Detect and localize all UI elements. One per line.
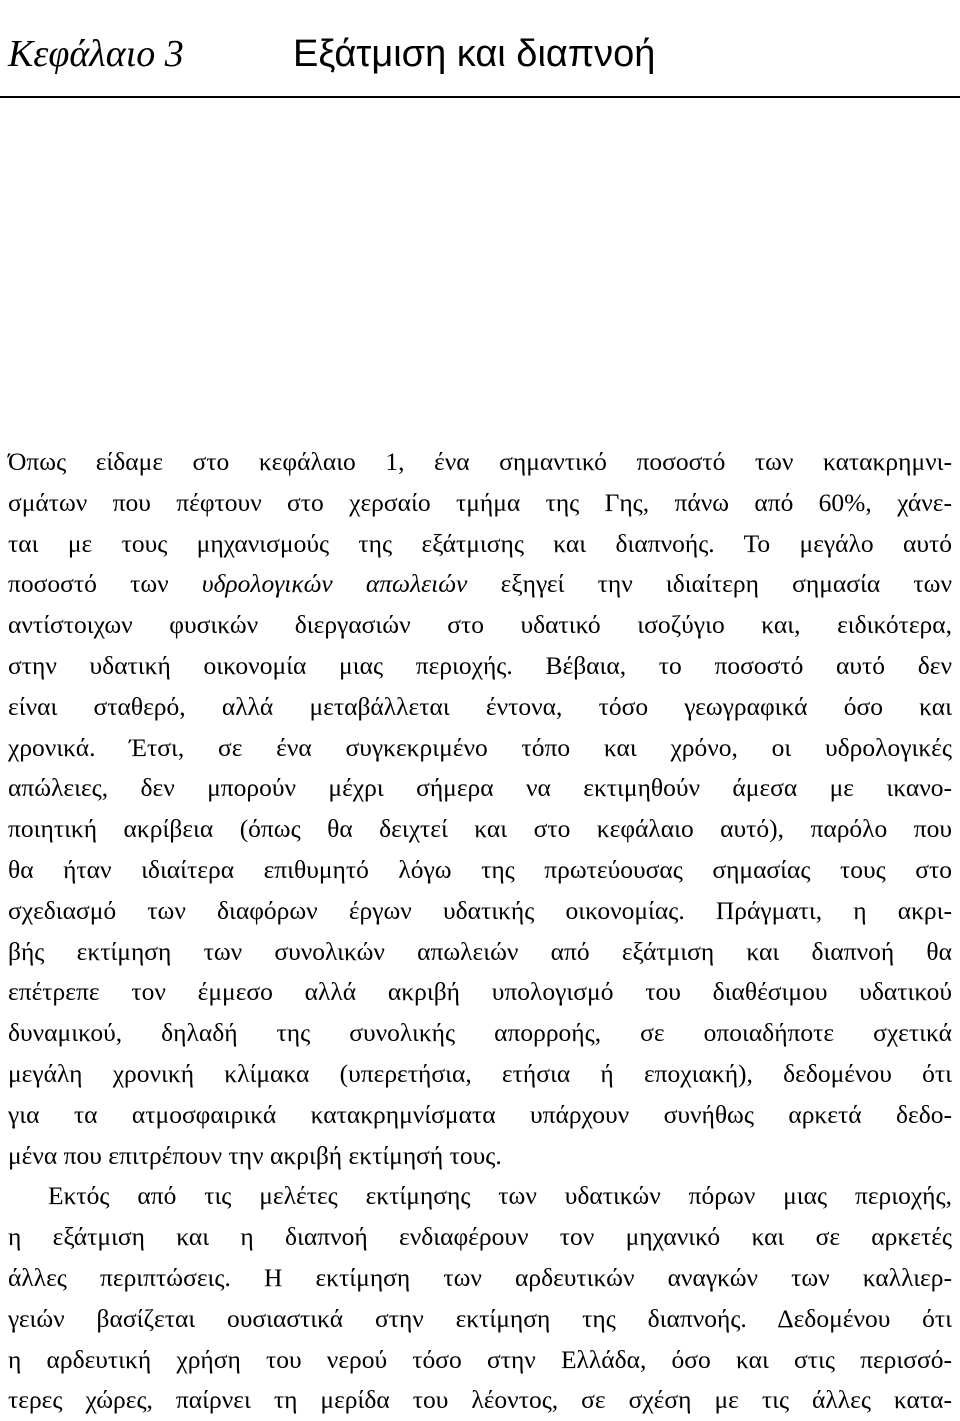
text-run: εξηγεί την ιδιαίτερη σημασία των [467, 569, 952, 599]
text-line: Εκτός από τις μελέτες εκτίμησης των υδατικών πόρων μιας περιοχής, [48, 1181, 952, 1211]
body-text [8, 442, 952, 1421]
text-run: ποσοστό των [8, 569, 202, 599]
text-line [8, 564, 952, 605]
text-line: αντίστοιχων φυσικών διεργασιών στο υδατικό ισοζύγιο και, ειδικότερα, [8, 610, 952, 640]
chapter-title: Εξάτμιση και διαπνοή [293, 33, 656, 75]
text-line: απώλειες, δεν μπορούν μέχρι σήμερα να εκτιμηθούν άμεσα με ικανο- [8, 773, 952, 803]
text-line: άλλες περιπτώσεις. Η εκτίμηση των αρδευτικών αναγκών των καλλιερ- [8, 1262, 952, 1292]
text-line: είναι σταθερό, αλλά μεταβάλλεται έντονα, τόσο γεωγραφικά όσο και [8, 691, 952, 721]
text-line: ποιητική ακρίβεια (όπως θα δειχτεί και στο κεφάλαιο αυτό), παρόλο που [8, 814, 952, 844]
text-line: η εξάτμιση και η διαπνοή ενδιαφέρουν τον μηχανικό και σε αρκετές [8, 1222, 952, 1252]
text-line: ται με τους μηχανισμούς της εξάτμισης και διαπνοής. Το μεγάλο αυτό [8, 528, 952, 558]
text-line: σμάτων που πέφτουν στο χερσαίο τμήμα της Γης, πάνω από 60%, χάνε- [8, 487, 952, 517]
text-line: επέτρεπε τον έμμεσο αλλά ακριβή υπολογισμό του διαθέσιμου υδατικού [8, 977, 952, 1007]
text-line: βής εκτίμηση των συνολικών απωλειών από εξάτμιση και διαπνοή θα [8, 936, 952, 966]
text-line: χρονικά. Έτσι, σε ένα συγκεκριμένο τόπο και χρόνο, οι υδρολογικές [8, 732, 952, 762]
text-line: στην υδατική οικονομία μιας περιοχής. Βέβαια, το ποσοστό αυτό δεν [8, 650, 952, 680]
text-line: γειών βασίζεται ουσιαστικά στην εκτίμηση της διαπνοής. Δεδομένου ότι [8, 1303, 952, 1333]
italic-term: υδρολογικών απωλειών [201, 569, 468, 599]
text-line: τερες χώρες, παίρνει τη μερίδα του λέοντος, σε σχέση με τις άλλες κατα- [8, 1385, 952, 1415]
text-line: η αρδευτική χρήση του νερού τόσο στην Ελλάδα, όσο και στις περισσό- [8, 1344, 952, 1374]
paragraph [8, 442, 952, 1176]
text-line: θα ήταν ιδιαίτερα επιθυμητό λόγω της πρωτεύουσας σημασίας τους στο [8, 854, 952, 884]
text-line: δυναμικού, δηλαδή της συνολικής απορροής, σε οποιαδήποτε σχετικά [8, 1018, 952, 1048]
paragraph [8, 1176, 952, 1421]
chapter-label: Κεφάλαιο 3 [8, 33, 184, 75]
text-line: Όπως είδαμε στο κεφάλαιο 1, ένα σημαντικό ποσοστό των κατακρημνι- [8, 447, 952, 476]
text-line: για τα ατμοσφαιρικά κατακρημνίσματα υπάρχουν συνήθως αρκετά δεδο- [8, 1099, 952, 1129]
text-line: μένα που επιτρέπουν την ακριβή εκτίμησή τους. [8, 1140, 502, 1170]
chapter-header [0, 0, 960, 98]
text-line: σχεδιασμό των διαφόρων έργων υδατικής οικονομίας. Πράγματι, η ακρι- [8, 895, 952, 925]
text-line: μεγάλη χρονική κλίμακα (υπερετήσια, ετήσια ή εποχιακή), δεδομένου ότι [8, 1058, 952, 1088]
